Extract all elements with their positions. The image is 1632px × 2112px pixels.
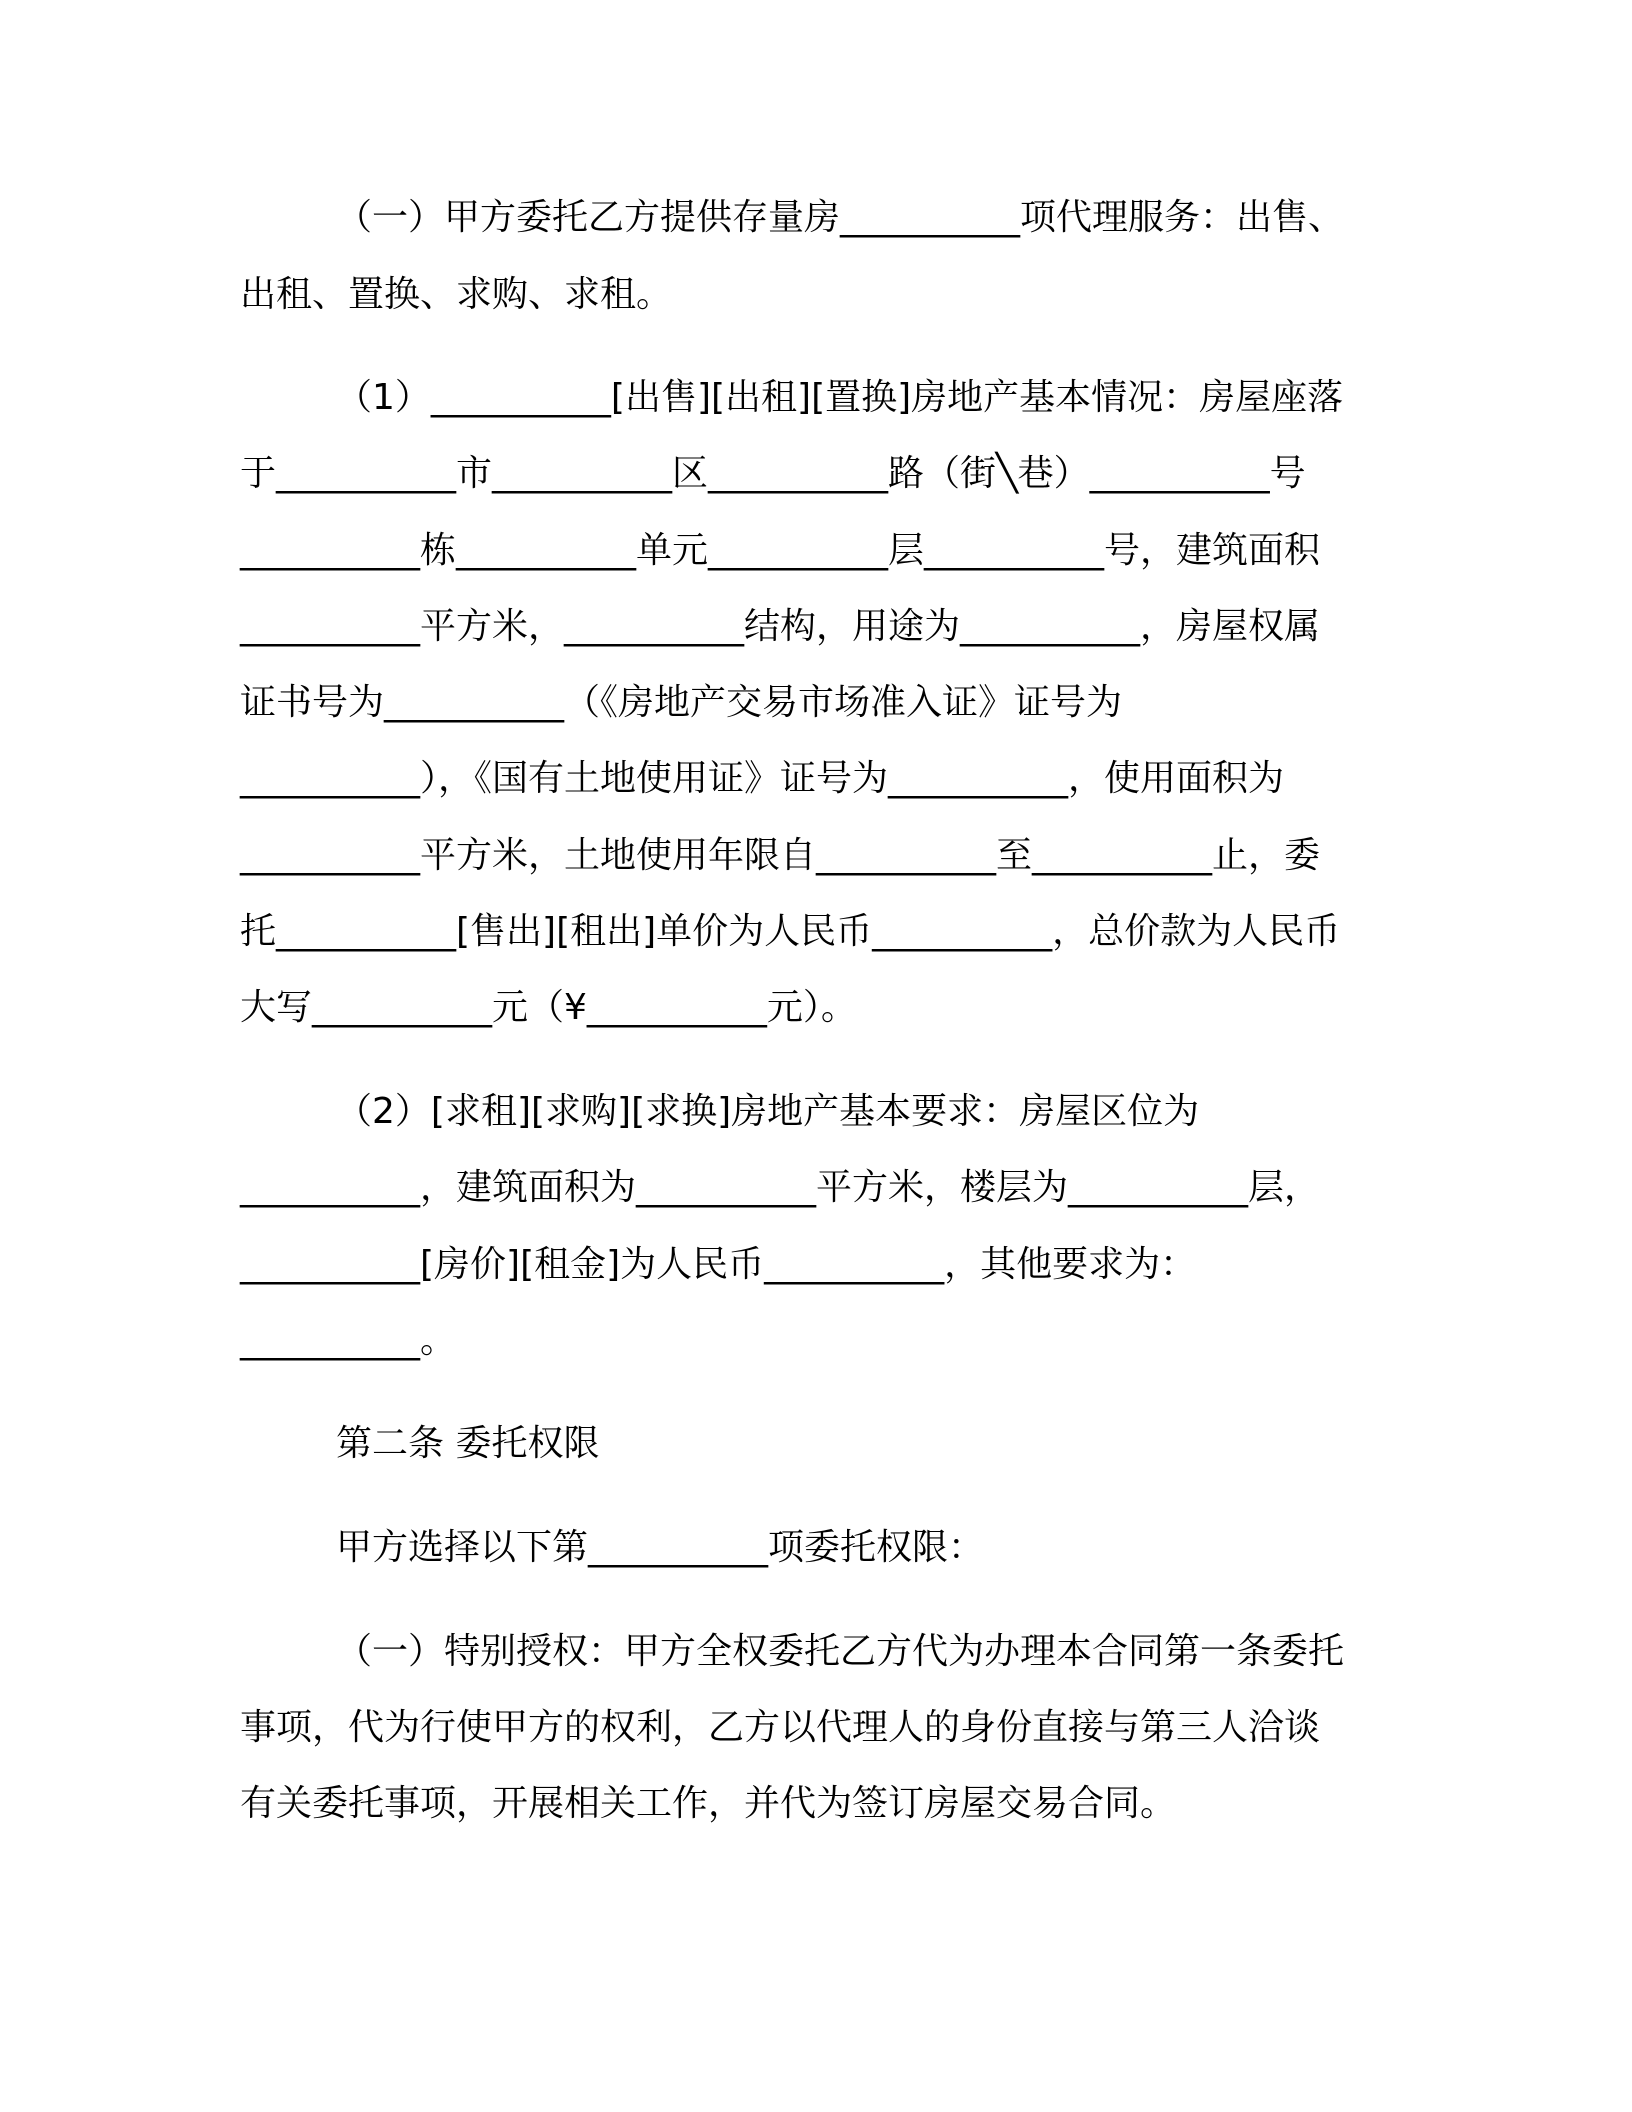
paragraph-line: __________栋__________单元__________层__________号，建筑面积	[240, 530, 1321, 571]
paragraph-line: 有关委托事项，开展相关工作，并代为签订房屋交易合同。	[240, 1783, 1177, 1824]
paragraph-line: __________。	[240, 1320, 457, 1361]
paragraph-line: 大写__________元（¥__________元）。	[240, 987, 857, 1028]
paragraph-line: __________），《国有土地使用证》证号为__________，使用面积为	[240, 758, 1285, 799]
paragraph-line: 于__________市__________区__________路（街╲巷）__________号	[240, 453, 1306, 494]
paragraph-line: __________平方米，__________结构，用途为__________，房屋权属	[240, 606, 1321, 647]
paragraph-line: （一）特别授权：甲方全权委托乙方代为办理本合同第一条委托	[336, 1631, 1345, 1672]
section-heading: 第二条 委托权限	[336, 1423, 600, 1464]
paragraph-line: 事项，代为行使甲方的权利，乙方以代理人的身份直接与第三人洽谈	[240, 1707, 1321, 1748]
paragraph-line: （一）甲方委托乙方提供存量房__________项代理服务：出售、	[336, 197, 1345, 238]
paragraph-line: __________，建筑面积为__________平方米，楼层为__________层，	[240, 1167, 1321, 1208]
paragraph-line: __________[房价][租金]为人民币__________，其他要求为：	[240, 1244, 1197, 1285]
paragraph-line: __________平方米，土地使用年限自__________至__________止，委	[240, 835, 1321, 876]
paragraph-line: 甲方选择以下第__________项委托权限：	[336, 1527, 985, 1568]
paragraph-line: （1）__________[出售][出租][置换]房地产基本情况：房屋座落	[336, 377, 1344, 418]
paragraph-line: （2）[求租][求购][求换]房地产基本要求：房屋区位为	[336, 1091, 1200, 1132]
paragraph-line: 托__________[售出][租出]单价为人民币__________，总价款为人民币	[240, 911, 1341, 952]
paragraph-line: 出租、置换、求购、求租。	[240, 274, 673, 315]
paragraph-line: 证书号为__________（《房地产交易市场准入证》证号为	[240, 682, 1123, 723]
